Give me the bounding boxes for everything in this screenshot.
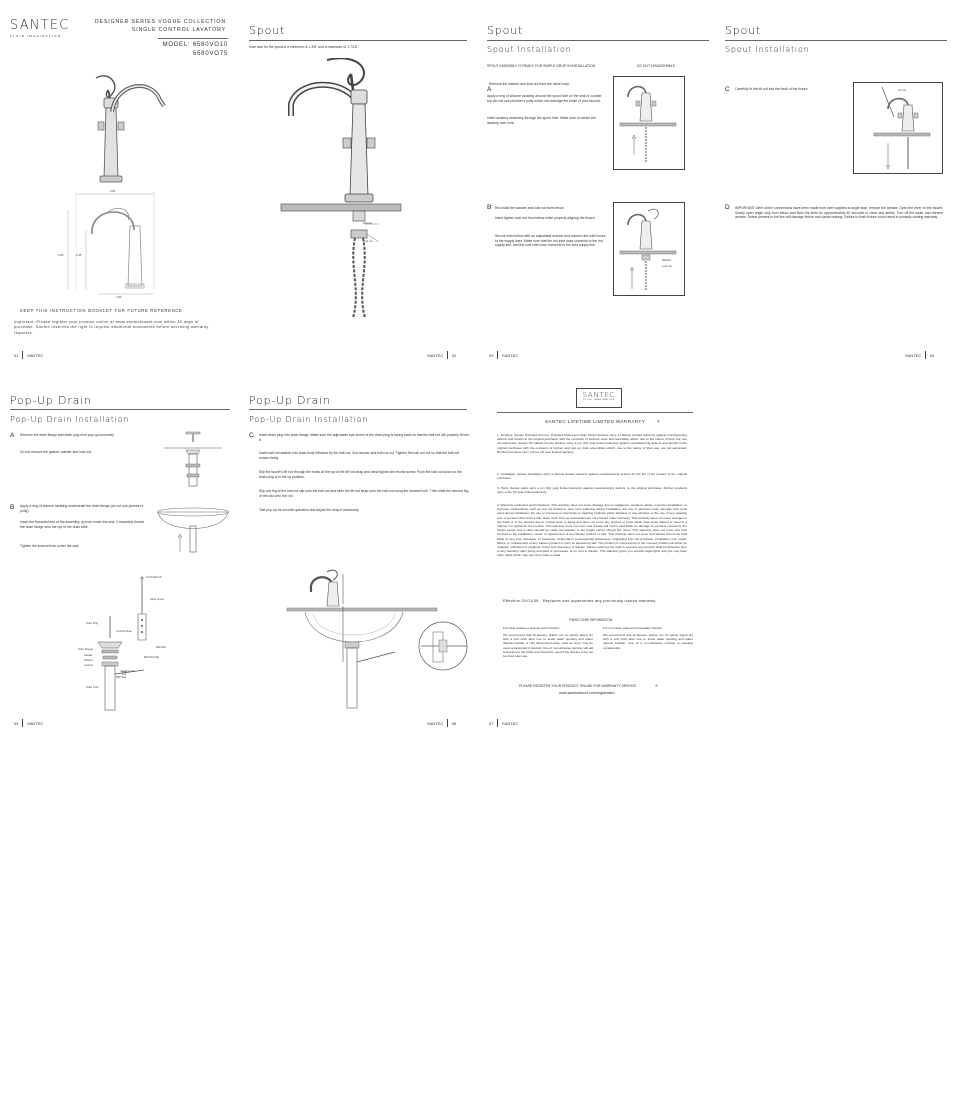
page-title: Pop-Up Drain	[10, 394, 92, 407]
spout-hole-note: Hole size for the spout is a minimum of 1-3/8" and a maximum of 1-7/16".	[249, 45, 359, 49]
finish-left-text: We recommend that all faucets, drains, etc. be gently wiped dry with a soft cloth after use to avoid water spotting and water deposit buildup. A mild liquid hand soap, such as Ivory, may be used occasionally if desired. Use of non-abrasive car/wax will aid protection to the finish and should be used if the faucets to be not be dried after use.	[503, 633, 593, 659]
part-drain-flange: Drain Flange	[78, 648, 93, 651]
part-locknut: Locknut	[84, 664, 94, 667]
page-popup-drain-1	[8, 382, 246, 750]
part-drain-plug: Drain Plug	[86, 622, 99, 625]
series-title: DESIGNER SERIES VOGUE COLLECTION SINGLE CONTROL LAVATORY	[94, 19, 226, 33]
warranty-title: SANTEC LIFETIME LIMITED WARRANTY Y	[545, 419, 661, 424]
step-b-tighten-text: Tighten the locknut from under the sink.	[20, 544, 80, 548]
dimension-width: 6.00"	[110, 190, 116, 193]
step-a-insert-text: Insert lavatory assembly through the spout hole. Make sure to center the lavatory over hole.	[487, 116, 596, 125]
part-clip-rod-nut: Clip Rod Nut	[120, 670, 135, 673]
warranty-logo: SANTEC FLUID IMAGINATION	[576, 388, 622, 408]
step-c-lift-rod-text: Slip the faucet's lift rod through the holes at the top of the lift rod strap and hand tighten the thumb screw. Push the ball rod down so the drain plug is in the up position.	[259, 470, 462, 479]
title-rule	[725, 40, 947, 41]
step-b-figure	[613, 202, 685, 296]
step-c-letter: C	[725, 86, 730, 93]
warranty-item-finishes: 1. Finishes: Santec Polished Chrome, Polished Nickel and Satin Nickel finishes carry a Lifetime Limited warranty against manufacturing defects and tarnish to the original purchaser with the exclusion of finishes' wear and tear/ability which, due to the nature of their use, are not warranted. Santec Oil rubbed bronze finishes carry a ten (10) year limited warranty against manufacturing defects and tarnish to the original purchaser with the exclusion of kitchen and pop up drain assemblies which, due to the nature of their use, are not warranted. Brushed products carry a three (3) year limited warranty.	[497, 433, 687, 454]
step-b-insert-text: Insert the threaded end of the assembly up from under the sink. Completely thread the drain flange onto the top of the drain tube.	[20, 520, 144, 529]
header-rule	[497, 412, 693, 413]
step-c-text: Carefully fit the lift rod into the back of the fixture.	[735, 87, 809, 91]
keep-booklet-note: KEEP THIS INSTRUCTION BOOKLET FOR FUTURE REFERENCE	[20, 308, 183, 313]
warranty-item-parts: 3. Parts: Santec parts carry a ten (10) year limited warranty against manufacturing defects, to the original purchaser. Kitchen products carry a five (5) year limited warranty.	[497, 486, 687, 495]
page-subtitle: Spout Installation	[725, 45, 810, 54]
page-subtitle: Pop-Up Drain Installation	[10, 415, 130, 424]
effective-date: Effective 01/01/09 - Replaces and supersedes any previously issued warranty.	[503, 598, 657, 603]
washer-label: Washer	[363, 222, 372, 225]
step-a-intro: Remove the washer and lock nut from the valve body.	[489, 82, 570, 86]
lock-nut-label: Lock nut	[662, 265, 672, 268]
drop-in-note: SPOUT ASSEMBLY IS READY FOR SIMPLE DROP IN INSTALLATION.	[487, 64, 597, 68]
page-footer: 03 SANTEC	[489, 352, 519, 358]
finish-care-title: FINISH CARE INFORMATION	[569, 618, 613, 622]
faucet-illustration	[86, 70, 176, 190]
step-a-letter: A	[10, 432, 15, 439]
dimension-base: 3.00"	[116, 296, 122, 299]
title-rule	[249, 409, 467, 410]
page-spout-installation-2	[723, 12, 954, 380]
step-b-tighten-text: Hand tighten lock nut from below while properly aligning the fixture.	[495, 216, 596, 220]
spout-exploded-illustration	[269, 58, 469, 320]
warranty-item-exclusions: 4. Warranty exclusions and limitations: This warranty does not cover damage due to negligence, accident, abuse, improper installation, or improper maintenance such as, but not limited to: lime from soldering during installation, the use of plumbers putty, damage from tools used during installation, the use or exposure to chemicals or cleaning products either abrasive or non abrasive or the use of any cleaning tool, or product other than a soft, clean cloth. Pop-up assemblies are not covered under warranty. This warranty does not cover changes in the finish or in the product due to normal wear or aging and does not cover any product or parts which have been altered or used in a manner not typical for the product. This warranty does not cover and Santec will not be held liable for damage to products caused by the freight carrier and a claim should be made immediately to the freight carrier should this occur. This warranty does not cover any cost involved in the installation, repair, or replacement of any Santec product or part. This warranty does not cover and Santec will not be held liable for any loss, damages, or expenses, incidental or consequential whatsoever, originating from the purchase, installation, use, repair, failure, or replacement of any Santec product or part, as allowed by law. The product or components of the covered product will either be repaired, refinished or replaced, at the sole discretion of Santec. Santec reserves the right to examine any product claimed defective prior to any warranty claim being accepted or processed, at no cost to Santec. This warranty gives you specific legal rights and you may have other rights which may vary from state to state.	[497, 503, 687, 558]
page-footer: SANTEC 02	[427, 352, 457, 358]
step-c-letter: C	[249, 432, 254, 439]
page-subtitle: Pop-Up Drain Installation	[249, 415, 369, 424]
lock-nut-label: Lock nut	[363, 240, 373, 243]
registration-url[interactable]: www.santecfaucet.com/registration	[559, 691, 615, 695]
part-lift-rod-knob: Lift Rod/Knob	[146, 576, 162, 579]
finish-right-heading: For non-clear coated and specialty finishes:	[603, 626, 663, 630]
step-d-letter: D	[725, 204, 730, 211]
page-warranty	[485, 382, 695, 750]
step-c-test-text: Test pop-up for smooth operation and adjust the strap if necessary.	[259, 508, 360, 512]
dimension-height-outer: 5.28"	[58, 254, 64, 257]
step-c-clip-text: Slip one leg of the ball rod clip onto the ball rod and slide the lift rod strap onto the ball rod using the nearest hole. Then slide the second leg of the clip onto the rod.	[259, 489, 469, 498]
dimension-height-inner: 6.48"	[76, 254, 82, 257]
finish-left-heading: For clear coated or enamel color finishes:	[503, 626, 560, 630]
page-cover	[8, 12, 246, 380]
page-popup-drain-2	[247, 382, 485, 750]
part-drain-tube: Drain Tube	[86, 686, 99, 689]
page-footer: 05 SANTEC	[14, 720, 44, 726]
do-not-disassemble-note: DO NOT DISASSEMBLE.	[637, 64, 676, 68]
step-d-important-text: IMPORTANT: After all the connections have been made from inlet supplies to angle stop, remove the aerator. Open the lever on the faucet. Slowly open angle stop from below and flush the lines for approximately 45 seconds to clean any debris. Turn off the water and reinsert aerator. Debris present in the line will damage fixture and cause leaking. Failure to flush fixture could result in possibly voiding warranty.	[735, 206, 943, 220]
page-subtitle: Spout Installation	[487, 45, 572, 54]
part-lift-rod-strap: Lift Rod Strap	[116, 630, 132, 633]
step-b-caulk-text: Apply a ring of silicone caulking underneath the drain flange (do not use plumber's putty).	[20, 504, 144, 513]
brand-logo: SANTEC FLUID IMAGINATION	[10, 18, 70, 38]
warranty-item-cartridges: 2. Cartridges: Santec Cartridges carry a lifetime limited warranty against manufacturing defects for the life of the product to the original purchaser.	[497, 472, 687, 481]
lift-rod-label: Lift rod	[898, 89, 906, 92]
page-footer: 01 SANTEC	[14, 352, 44, 358]
dimension-drawing	[58, 190, 168, 302]
drain-exploded-diagram	[80, 574, 190, 714]
step-a-figure	[150, 428, 236, 498]
washer-label: Washer	[662, 259, 671, 262]
step-b-letter: B	[10, 504, 15, 511]
part-strap-screw: Strap Screw	[150, 598, 165, 601]
page-spout-installation-1	[485, 12, 723, 380]
part-washer: Washer	[84, 659, 93, 662]
finish-right-text: We recommend that all faucets, drains, etc. be gently wiped dry with a soft cloth after use to avoid water spotting and water deposit buildup. Use of a non-abrasive car/wax is required occasionally.	[603, 633, 693, 650]
title-rule	[249, 40, 467, 41]
step-a-keep-text: Do not remove the gasket, washer and lock nut.	[20, 450, 92, 454]
popup-assembly-figure	[283, 562, 473, 712]
part-ball-rod: Ball Rod	[156, 646, 166, 649]
step-b-reinstall-text: Re-install the washer and lock nut from below.	[495, 206, 565, 210]
step-a-figure	[613, 76, 685, 170]
step-b-secure-text: Secure from below with an adjustable wrench and connect the inlet hoses to the supply lines. Make sure that the hot inlet hose connects to the hot supply line, and the cold inlet hose connects to the cold supply line.	[495, 234, 606, 248]
register-line: PLEASE REGISTER YOUR PRODUCT ONLINE FOR WARRANTY SERVICE S	[519, 684, 658, 688]
page-title: Spout	[487, 24, 523, 37]
step-c-ball-rod-text: Insert ball rod washer into drain body followed by the ball rod, 2nd washer and ball rod nut. Tighten the ball rod nut so that the ball rod moves freely.	[259, 451, 460, 460]
step-b-figure	[150, 500, 236, 558]
register-important-text: Important: Please register your product online at www.santecfaucet.com within 30 days of purchase. Santec reserves the right to request additional documents before servicing warranty requests.	[14, 319, 209, 335]
page-title: Spout	[249, 24, 285, 37]
divider	[158, 38, 228, 39]
page-footer: SANTEC 06	[427, 720, 457, 726]
part-gasket: Gasket	[84, 654, 93, 657]
title-rule	[10, 409, 230, 410]
page-title: Pop-Up Drain	[249, 394, 331, 407]
part-ball-rod-clip: Ball Rod Clip	[144, 656, 159, 659]
page-footer: 07 SANTEC	[489, 720, 519, 726]
model-number: MODEL: 6580VO10 6580VO75	[162, 42, 228, 57]
page-footer: SANTEC 04	[905, 352, 935, 358]
step-a-remove-text: Remove the drain flange and drain plug from pop-up assembly.	[20, 433, 115, 437]
step-c-drain-plug-text: Insert drain plug into drain flange. Make sure the adjustable eye-screw of the drain plug is facing back so that the ball rod will properly fit into it.	[259, 433, 469, 442]
page-title: Spout	[725, 24, 761, 37]
step-a-letter: A	[487, 86, 492, 93]
step-a-caulk-text: Apply a ring of silicone caulking around the spout hole on the sink or counter top (do not use plumber's putty which can damage the finish of your faucet).	[487, 94, 602, 103]
part-ball-seal: Ball Seal	[116, 676, 127, 679]
page-spout	[247, 12, 485, 380]
title-rule	[487, 40, 709, 41]
step-b-letter: B	[487, 204, 492, 211]
step-c-figure	[853, 82, 943, 174]
